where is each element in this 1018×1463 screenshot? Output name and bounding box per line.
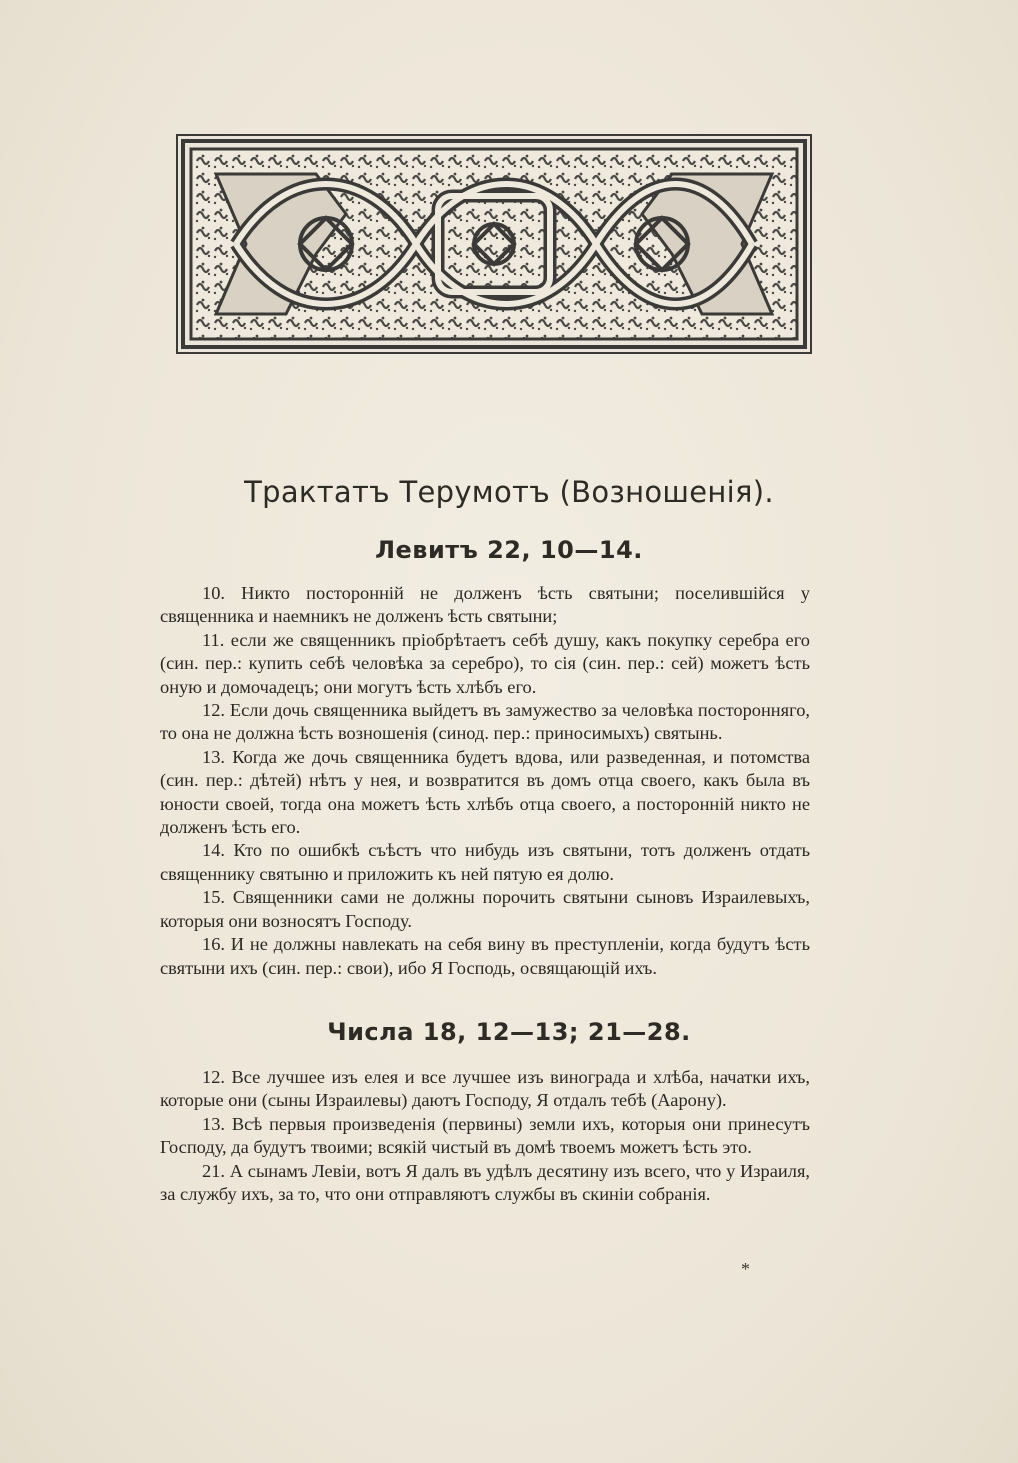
verse-paragraph: 11. если же священникъ пріобрѣтаетъ себѣ душу, какъ покупку серебра его (син. пер.: купить себѣ человѣка за серебро), то сія (син. пер.: сей) можетъ ѣсть оную и домочадецъ; они могутъ ѣсть хлѣбъ его. (160, 629, 810, 697)
interlace-ornament-headpiece (176, 134, 812, 354)
section-text-numbers (160, 1066, 810, 1206)
verse-paragraph: 14. Кто по ошибкѣ съѣстъ что нибудь изъ святыни, тотъ долженъ отдать священнику святыню и приложить къ ней пятую ея долю. (160, 840, 810, 884)
section-heading-numbers: Числа 18, 12—13; 21—28. (327, 1018, 691, 1046)
treatise-title: Трактатъ Терумотъ (Возношенія). (244, 475, 774, 509)
verse-paragraph: 21. А сынамъ Левіи, вотъ Я далъ въ удѣлъ десятину изъ всего, что у Израиля, за службу ихъ, за то, что они отправляютъ службы въ скиніи собранія. (160, 1160, 810, 1205)
verse-paragraph: 12. Если дочь священника выйдетъ въ замужество за человѣка посторонняго, то она не должна ѣсть возношенія (синод. пер.: приносимыхъ) святынь. (160, 700, 810, 744)
verse-paragraph: 13. Когда же дочь священника будетъ вдова, или разведенная, и потомства (син. пер.: дѣтей) нѣтъ у нея, и возвратится въ домъ отца своего, какъ была въ юности своей, тогда она можетъ ѣсть хлѣбъ отца своего, а посторонній никто не долженъ ѣсть его. (160, 746, 810, 838)
section-text-leviticus (160, 582, 810, 980)
footnote-asterisk: * (741, 1259, 750, 1279)
verse-paragraph: 12. Все лучшее изъ елея и все лучшее изъ винограда и хлѣба, начатки ихъ, которые они (сыны Израилевы) даютъ Господу, Я отдалъ тебѣ (Аарону). (160, 1067, 810, 1111)
section-heading-leviticus: Левитъ 22, 10—14. (375, 536, 643, 564)
verse-paragraph: 10. Никто посторонній не долженъ ѣсть святыни; поселившійся у священника и наемникъ не долженъ ѣсть святыни; (160, 583, 810, 627)
verse-paragraph: 16. И не должны навлекать на себя вину въ преступленіи, когда будутъ ѣсть святыни ихъ (син. пер.: свои), ибо Я Господь, освящающій ихъ. (160, 934, 810, 978)
verse-paragraph: 15. Священники сами не должны порочить святыни сыновъ Израилевыхъ, которыя они возносятъ Господу. (160, 887, 810, 931)
verse-paragraph: 13. Всѣ первыя произведенія (первины) земли ихъ, которыя они принесутъ Господу, да будутъ твоими; всякій чистый въ домѣ твоемъ можетъ ѣсть это. (160, 1113, 810, 1158)
